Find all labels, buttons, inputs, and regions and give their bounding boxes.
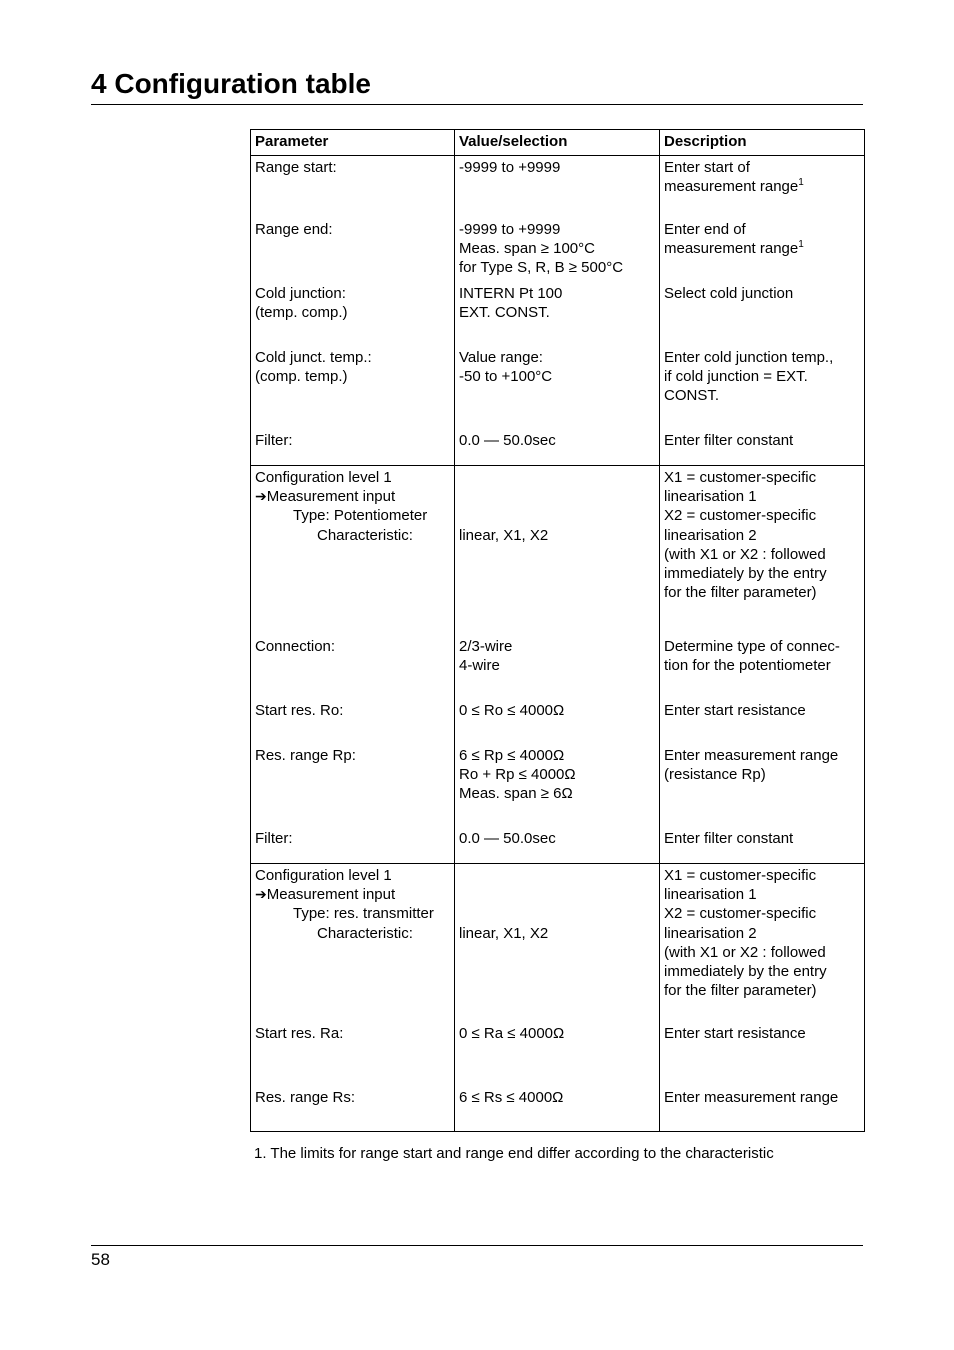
param-label: Res. range Rp:	[255, 746, 356, 764]
description-text: tion for the potentiometer	[664, 656, 831, 674]
arrow-icon: ➔	[255, 886, 267, 903]
param-label: Range start:	[255, 159, 337, 176]
table-row	[251, 829, 865, 864]
page-title: 4 Configuration table	[91, 68, 371, 99]
description-text: Enter start resistance	[664, 701, 806, 719]
param-label: Cold junction:	[255, 284, 346, 302]
description-text: X1 = customer-specific	[664, 469, 817, 486]
description-text: for the filter parameter)	[664, 584, 817, 602]
description-text: (with X1 or X2 : followed	[664, 943, 826, 961]
description-text: linearisation 1	[664, 886, 757, 904]
description-text: Enter measurement range	[664, 1088, 839, 1106]
description-text: (resistance Rp)	[664, 765, 766, 783]
description-text: X2 = customer-specific	[664, 507, 817, 525]
footnote-ref: 1	[798, 177, 804, 189]
param-label: Cold junct. temp.:	[255, 348, 372, 366]
param-label: Characteristic:	[317, 924, 413, 942]
description-text: measurement range	[664, 239, 799, 257]
value-text: 0 ≤ Ro ≤ 4000Ω	[459, 701, 565, 719]
description-text: X1 = customer-specific	[664, 867, 817, 884]
arrow-icon: ➔	[255, 488, 267, 505]
param-label: Start res. Ra:	[255, 1024, 344, 1042]
table-row	[251, 1088, 865, 1132]
description-text: Enter start of	[664, 159, 750, 176]
description-text: for the filter parameter)	[664, 982, 817, 1000]
description-text: measurement range	[664, 178, 799, 196]
section-label: Measurement input	[266, 488, 396, 506]
table-row	[251, 284, 865, 348]
description-text: Enter cold junction temp.,	[664, 348, 834, 366]
param-label: Filter:	[255, 431, 293, 449]
value-text: -9999 to +9999	[459, 220, 561, 238]
section-type: Type: Potentiometer	[293, 507, 428, 525]
param-label: Res. range Rs:	[255, 1088, 356, 1106]
description-text: Enter filter constant	[664, 431, 794, 449]
table-row	[251, 220, 865, 284]
param-label: Filter:	[255, 829, 293, 847]
footer-divider	[91, 1245, 863, 1246]
param-label: Characteristic:	[317, 526, 413, 544]
table-row	[251, 156, 865, 220]
value-text: Value range:	[459, 348, 543, 366]
table-row	[251, 864, 865, 1024]
description-text: Enter measurement range	[664, 746, 839, 764]
param-label: (temp. comp.)	[255, 303, 348, 321]
description-text: linearisation 2	[664, 526, 757, 544]
section-type: Type: res. transmitter	[293, 905, 434, 923]
value-text: linear, X1, X2	[459, 526, 549, 544]
description-text: Enter end of	[664, 220, 746, 238]
value-text: 6 ≤ Rs ≤ 4000Ω	[459, 1088, 564, 1106]
footnote-ref: 1	[798, 238, 804, 250]
description-text: Select cold junction	[664, 284, 794, 302]
value-text: 2/3-wire	[459, 637, 513, 655]
description-text: X2 = customer-specific	[664, 905, 817, 923]
description-text: Enter filter constant	[664, 829, 794, 847]
column-header-value: Value/selection	[455, 130, 660, 156]
column-header-parameter: Parameter	[251, 130, 455, 156]
footnote: 1. The limits for range start and range end differ according to the characteristic	[254, 1145, 774, 1162]
table-row	[251, 746, 865, 829]
value-text: for Type S, R, B ≥ 500°C	[459, 258, 624, 276]
value-text: INTERN Pt 100	[459, 284, 563, 302]
param-label: (comp. temp.)	[255, 367, 348, 385]
table-header-row	[251, 130, 865, 156]
description-text: (with X1 or X2 : followed	[664, 545, 826, 563]
param-cell	[251, 156, 455, 220]
value-text: Meas. span ≥ 6Ω	[459, 784, 573, 802]
table-row	[251, 431, 865, 466]
table-row	[251, 637, 865, 701]
page-number: 58	[91, 1250, 110, 1269]
param-label: Connection:	[255, 637, 336, 655]
table-row	[251, 701, 865, 746]
description-text: immediately by the entry	[664, 963, 827, 981]
description-text: linearisation 2	[664, 924, 757, 942]
description-text: linearisation 1	[664, 488, 757, 506]
value-text: Ro + Rp ≤ 4000Ω	[459, 765, 576, 783]
value-text: 4-wire	[459, 656, 500, 674]
description-text: Determine type of connec-	[664, 637, 840, 655]
value-text: linear, X1, X2	[459, 924, 549, 942]
value-text: 0.0 — 50.0sec	[459, 829, 556, 847]
value-text: 0 ≤ Ra ≤ 4000Ω	[459, 1024, 565, 1042]
value-text: EXT. CONST.	[459, 303, 550, 321]
value-cell	[455, 156, 660, 220]
value-text: 0.0 — 50.0sec	[459, 431, 556, 449]
table-row	[251, 348, 865, 431]
description-text: Enter start resistance	[664, 1024, 806, 1042]
table-row	[251, 1024, 865, 1088]
description-cell	[660, 156, 865, 220]
value-text: -9999 to +9999	[459, 159, 561, 176]
section-label: Configuration level 1	[255, 867, 392, 884]
description-text: if cold junction = EXT.	[664, 367, 808, 385]
section-label: Measurement input	[266, 886, 396, 904]
description-text: CONST.	[664, 386, 720, 404]
param-label: Range end:	[255, 220, 333, 238]
value-text: 6 ≤ Rp ≤ 4000Ω	[459, 746, 565, 764]
value-text: -50 to +100°C	[459, 367, 553, 385]
configuration-table	[250, 129, 865, 1132]
section-label: Configuration level 1	[255, 469, 392, 486]
value-text: Meas. span ≥ 100°C	[459, 239, 595, 257]
description-text: immediately by the entry	[664, 565, 827, 583]
title-divider	[91, 104, 863, 105]
table-row	[251, 466, 865, 637]
param-label: Start res. Ro:	[255, 701, 344, 719]
column-header-description: Description	[660, 130, 865, 156]
